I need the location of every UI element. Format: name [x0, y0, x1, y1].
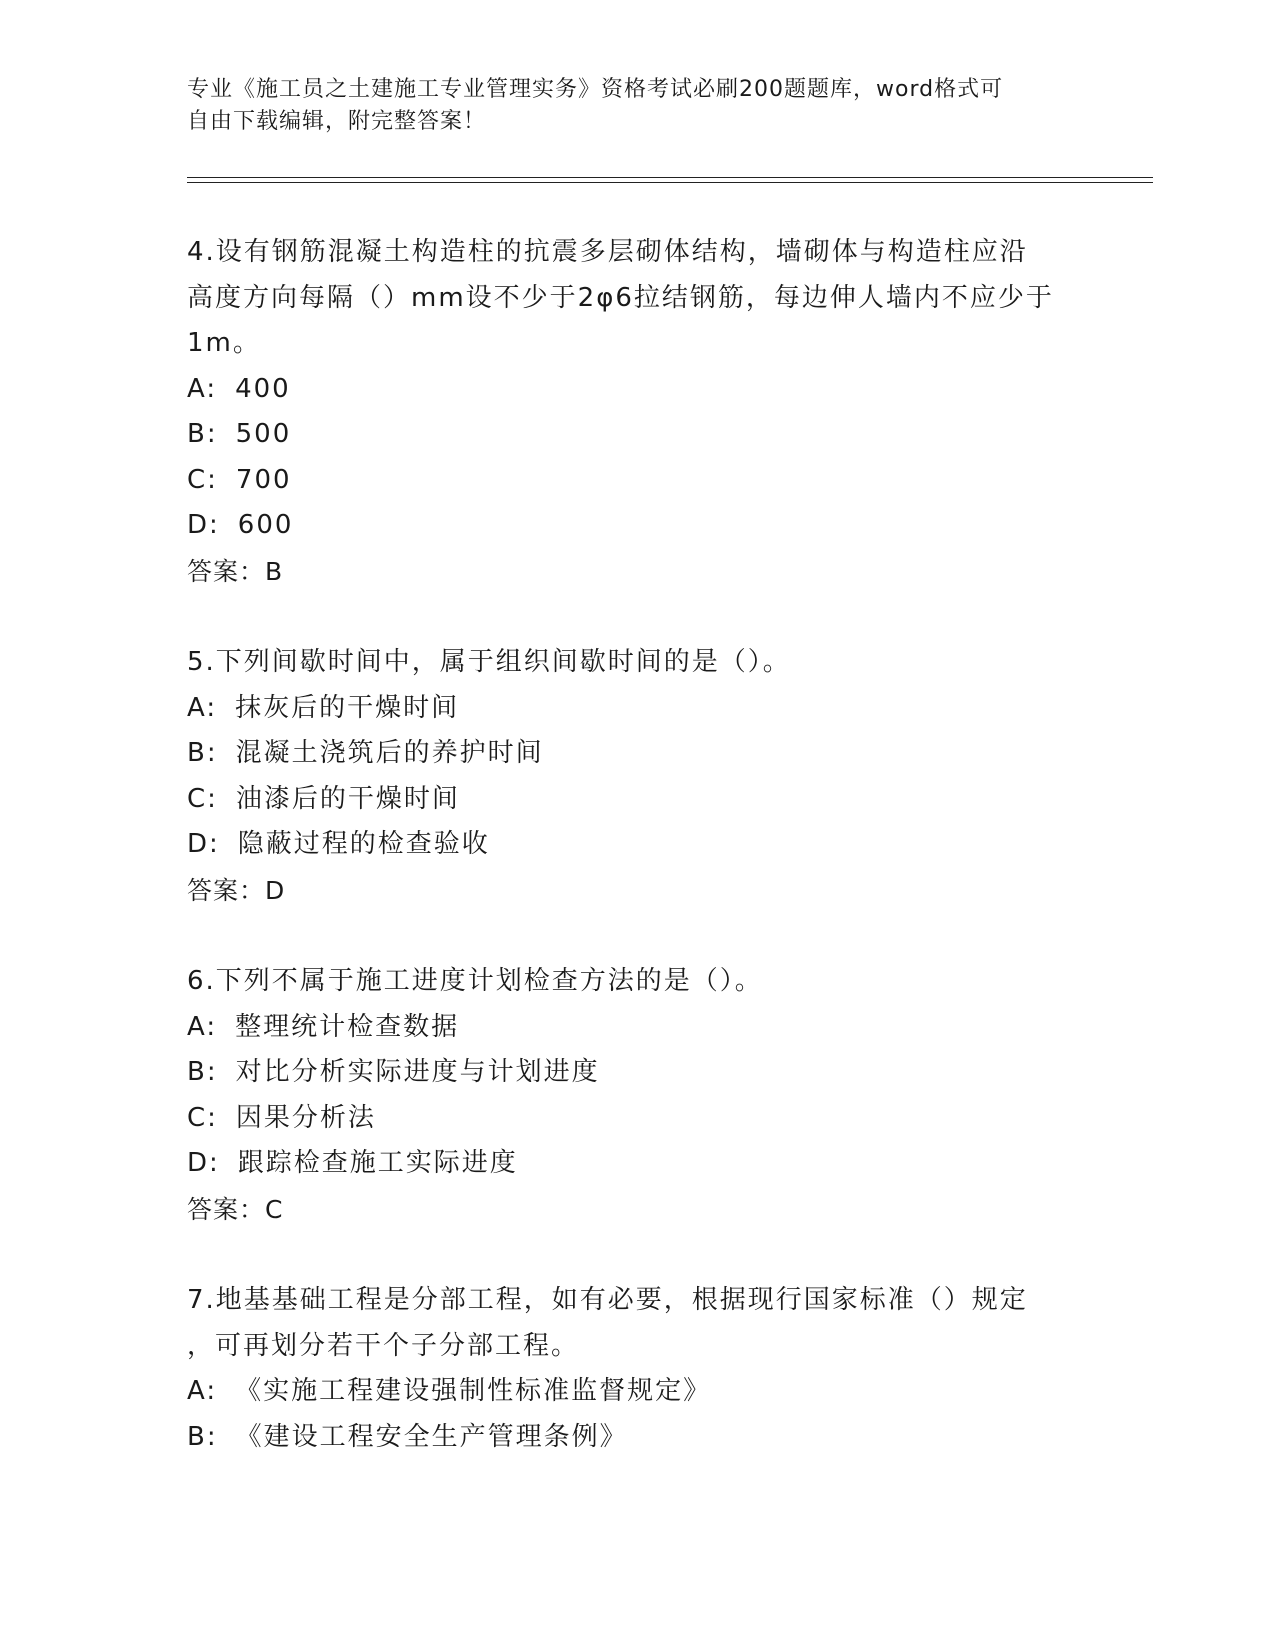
option-text: 整理统计检查数据 — [235, 1011, 460, 1042]
option-letter: D: — [187, 829, 220, 859]
question-stem-line: 1m。 — [187, 328, 261, 358]
option-row — [187, 412, 1087, 458]
option-text: 隐蔽过程的检查验收 — [237, 829, 490, 859]
header-title-line-1: 专业《施工员之土建施工专业管理实务》资格考试必刷200题题库，word格式可 — [187, 77, 1004, 102]
option-text: 对比分析实际进度与计划进度 — [235, 1057, 600, 1087]
option-row — [187, 1050, 1087, 1096]
option-row — [187, 822, 1087, 868]
question-stem-line: 高度方向每隔（）mm设不少于2φ6拉结钢筋，每边伸人墙内不应少于 — [187, 282, 1054, 313]
option-row — [187, 1005, 1087, 1051]
question-stem-line: 7.地基基础工程是分部工程，如有必要，根据现行国家标准（）规定 — [187, 1285, 1028, 1315]
option-letter: A: — [187, 373, 218, 404]
question-block — [187, 230, 1087, 594]
option-row — [187, 503, 1087, 549]
document-header — [187, 74, 1067, 138]
option-letter: B: — [187, 1057, 218, 1087]
option-letter: A: — [187, 1376, 218, 1406]
option-text: 700 — [235, 464, 292, 495]
option-row — [187, 367, 1087, 413]
answer-line: 答案：B — [187, 556, 284, 586]
option-text: 500 — [235, 419, 292, 449]
option-row — [187, 1096, 1087, 1142]
option-text: 《建设工程安全生产管理条例》 — [235, 1421, 628, 1452]
option-letter: B: — [187, 738, 218, 768]
question-spacer — [187, 913, 1087, 959]
option-text: 抹灰后的干燥时间 — [235, 692, 460, 723]
option-letter: D: — [187, 1148, 220, 1178]
question-spacer — [187, 594, 1087, 640]
answer-line: 答案：C — [187, 1194, 284, 1224]
option-text: 油漆后的干燥时间 — [235, 783, 460, 814]
option-letter: C: — [187, 1102, 218, 1133]
option-row — [187, 777, 1087, 823]
question-stem-line: 6.下列不属于施工进度计划检查方法的是（）。 — [187, 966, 763, 996]
option-row — [187, 1369, 1087, 1415]
option-text: 混凝土浇筑后的养护时间 — [235, 738, 544, 768]
question-list — [187, 230, 1087, 1460]
option-letter: B: — [187, 419, 218, 449]
question-block — [187, 959, 1087, 1232]
option-letter: A: — [187, 1011, 218, 1042]
option-text: 《实施工程建设强制性标准监督规定》 — [235, 1376, 712, 1406]
question-spacer — [187, 1232, 1087, 1278]
option-letter: D: — [187, 510, 220, 540]
option-text: 400 — [235, 373, 291, 404]
header-divider-top — [187, 177, 1153, 178]
option-row — [187, 458, 1087, 504]
option-text: 因果分析法 — [235, 1102, 376, 1133]
option-text: 跟踪检查施工实际进度 — [237, 1148, 518, 1178]
option-letter: A: — [187, 692, 218, 723]
question-stem-line: 4.设有钢筋混凝土构造柱的抗震多层砌体结构，墙砌体与构造柱应沿 — [187, 237, 1028, 267]
option-row — [187, 686, 1087, 732]
question-block — [187, 1278, 1087, 1460]
option-letter: C: — [187, 783, 218, 814]
header-title-line-2: 自由下载编辑，附完整答案！ — [187, 109, 487, 134]
option-row — [187, 731, 1087, 777]
option-text: 600 — [237, 510, 294, 540]
option-letter: B: — [187, 1421, 218, 1452]
answer-line: 答案：D — [187, 875, 286, 905]
header-divider-bottom — [187, 182, 1153, 183]
option-row — [187, 1415, 1087, 1461]
option-letter: C: — [187, 464, 218, 495]
question-stem-line: 5.下列间歇时间中，属于组织间歇时间的是（）。 — [187, 647, 791, 677]
question-stem-line: ，可再划分若干个子分部工程。 — [187, 1330, 580, 1361]
question-block — [187, 640, 1087, 913]
option-row — [187, 1141, 1087, 1187]
